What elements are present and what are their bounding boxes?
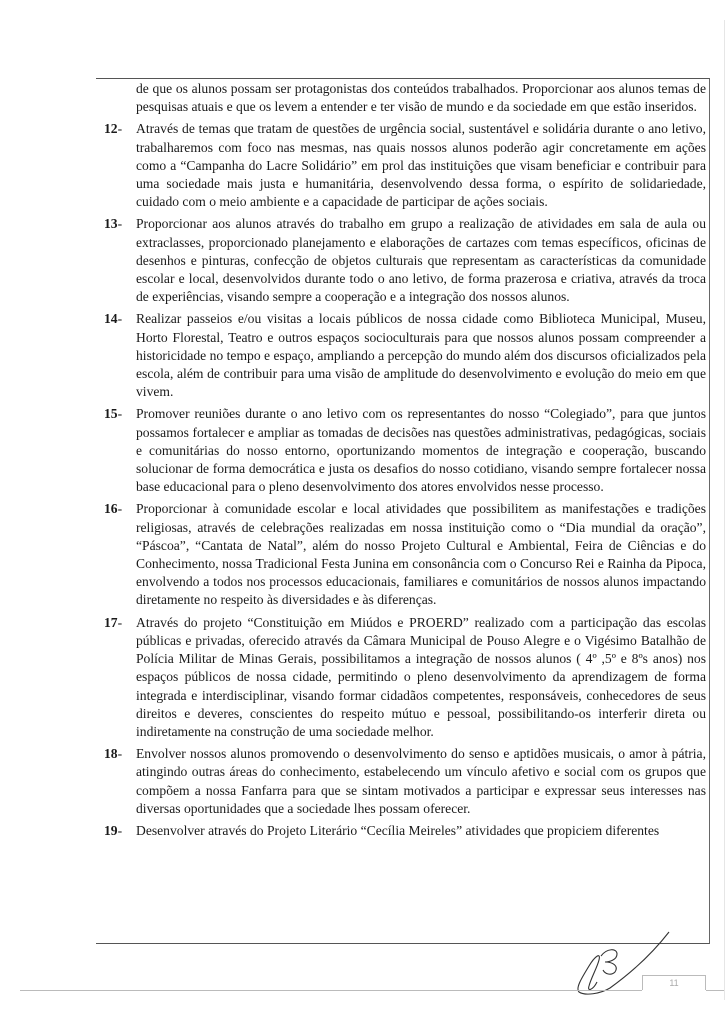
item-number: 17-	[104, 614, 123, 630]
item-number: 18-	[104, 746, 123, 762]
item-text: Envolver nossos alunos promovendo o desenvolvimento do senso e aptidões musicais, o amor à pátria, atingindo outras áreas do conhecimento, estabelecendo um vínculo afetivo e social com os grupos que compõem a nossa Fanfarra para que se sintam motivados a participar e expressar seus interesses nas diversas oportunidades que a sociedade lhes possam oferecer.	[136, 746, 706, 816]
paragraph-text: de que os alunos possam ser protagonistas dos conteúdos trabalhados. Proporcionar aos alunos temas de pesquisas atuais e que os levem a entender e ter visão de mundo e da sociedade em que estão inseridos.	[136, 81, 706, 115]
list-item-12	[104, 120, 706, 211]
list-item-19	[104, 822, 706, 840]
page-number: 11	[642, 975, 706, 990]
list-item-18	[104, 745, 706, 818]
item-number: 12-	[104, 121, 123, 137]
item-text: Desenvolver através do Projeto Literário “Cecília Meireles” atividades que propiciem diferentes	[136, 822, 660, 838]
item-number: 13-	[104, 216, 123, 232]
footer-rule-right	[706, 990, 725, 991]
list-item-13	[104, 215, 706, 306]
item-number: 14-	[104, 311, 123, 327]
item-text: Através de temas que tratam de questões de urgência social, sustentável e solidária durante o ano letivo, trabalharemos com foco nas mesmas, nas quais nossos alunos poderão agir concretamente em ações como a “Campanha do Lacre Solidário” em prol das instituições que visam beneficiar e contribuir para uma sociedade mais justa e humanitária, desenvolvendo dessa forma, o espírito de solidariedade, cuidado com o meio ambiente e a capacidade de participar de ações sociais.	[136, 121, 706, 210]
item-number: 15-	[104, 406, 123, 422]
list-item-15	[104, 405, 706, 496]
list-item-16	[104, 500, 706, 609]
item-number: 19-	[104, 822, 123, 838]
item-text: Realizar passeios e/ou visitas a locais públicos de nossa cidade como Biblioteca Municipal, Museu, Horto Florestal, Teatro e outros espaços socioculturais para que nossos alunos possam compreender a historicidade no tempo e espaço, ampliando a percepção do mundo além dos discursos oficializados pela escola, além de contribuir para uma visão de amplitude do desenvolvimento e evolução do meio em que vivem.	[136, 311, 706, 400]
footer-rule	[20, 990, 642, 991]
item-text: Através do projeto “Constituição em Miúdos e PROERD” realizado com a participação das escolas públicas e privadas, oferecido através da Câmara Municipal de Pouso Alegre e o Vigésimo Batalhão de Polícia Militar de Minas Gerais, possibilitamos a integração de nossos alunos ( 4º ,5º e 8ºs anos) nos espaços públicos de nossa cidade, permitindo o pleno desenvolvimento da aprendizagem de forma integrada e interdisciplinar, visando formar cidadãos competentes, responsáveis, conhecedores de seus direitos e deveres, conscientes do respeito mútuo e pessoal, possibilitando-os interferir direta ou indiretamente na construção de uma sociedade melhor.	[136, 614, 706, 739]
intro-continuation	[104, 80, 706, 116]
item-text: Proporcionar aos alunos através do trabalho em grupo a realização de atividades em sala de aula ou extraclasses, proporcionado planejamento e elaborações de cartazes com temas específicos, oficinas de desenhos e pinturas, confecção de objetos culturais que representam as características da comunidade escolar e local, desenvolvidos durante todo o ano letivo, de forma prazerosa e criativa, através da troca de experiências, visando sempre a cooperação e a integração dos nossos alunos.	[136, 216, 706, 305]
document-body	[104, 80, 706, 844]
item-text: Promover reuniões durante o ano letivo com os representantes do nosso “Colegiado”, para que juntos possamos fortalecer e ampliar as tomadas de decisões nas questões administrativas, pedagógicas, sociais e comunitárias do nosso entorno, oportunizando momentos de integração e cooperação, buscando solucionar de forma democrática e justa os desafios do nosso cotidiano, visando sempre fortalecer nossa base educacional para o pleno desenvolvimento dos atores envolvidos nesse processo.	[136, 406, 706, 495]
list-item-17	[104, 614, 706, 741]
list-item-14	[104, 310, 706, 401]
item-text: Proporcionar à comunidade escolar e local atividades que possibilitem as manifestações e tradições religiosas, através de celebrações realizadas em nossa instituição como o “Dia mundial da oração”, “Páscoa”, “Cantata de Natal”, além do nosso Projeto Cultural e Ambiental, Feira de Ciências e do Conhecimento, nossa Tradicional Festa Junina em consonância com o Concurso Rei e Rainha da Pipoca, envolvendo a todos nos processos educacionais, familiares e comunitários de nossos alunos impactando diretamente no respeito às diversidades e às diferenças.	[136, 501, 706, 608]
item-number: 16-	[104, 501, 123, 517]
